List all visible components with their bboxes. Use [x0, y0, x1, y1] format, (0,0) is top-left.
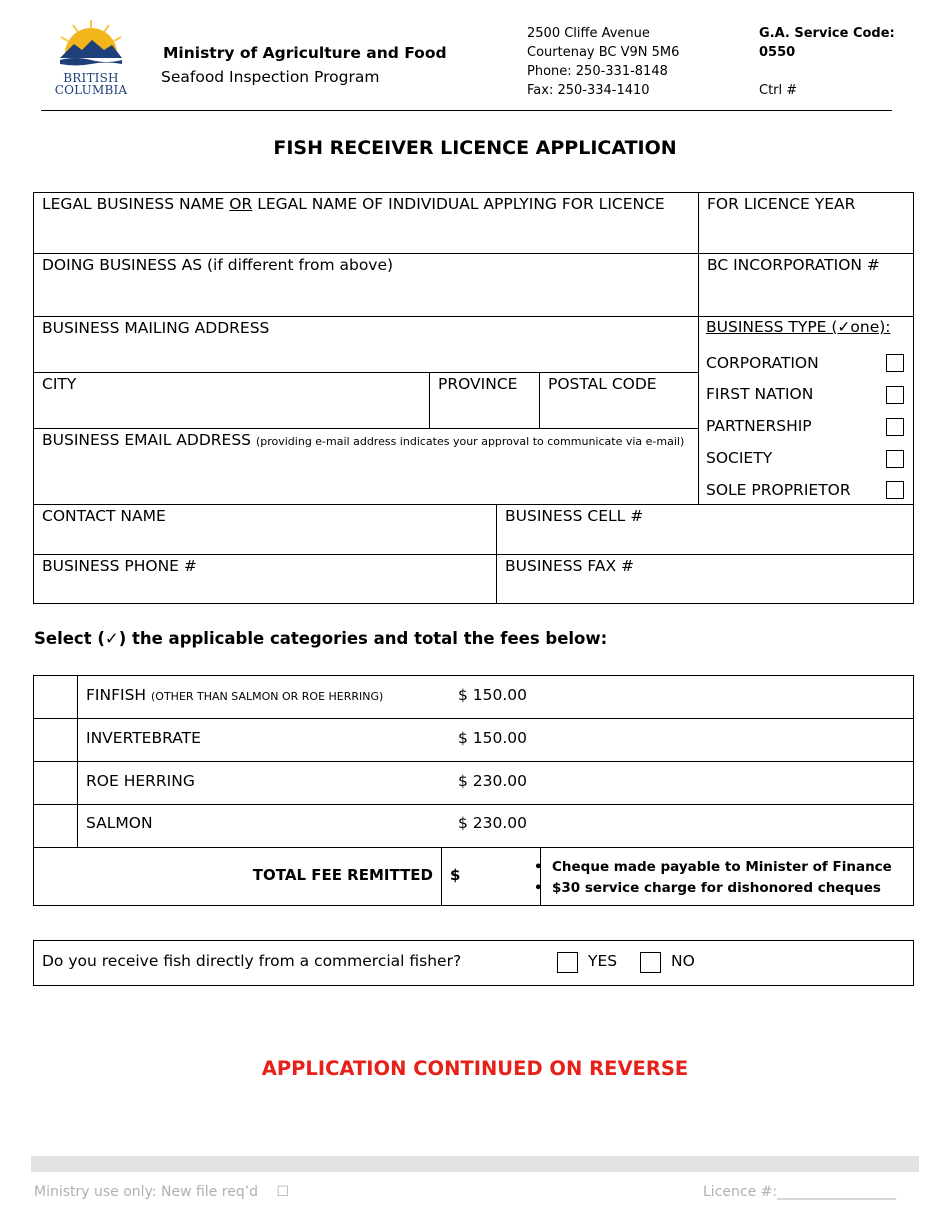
commercial-fisher-yes-label: YES [588, 952, 618, 970]
invertebrate-checkbox[interactable] [33, 718, 78, 762]
commercial-fisher-no-checkbox[interactable] [640, 952, 661, 973]
business-type-society-label: SOCIETY [706, 449, 773, 467]
finfish-checkbox[interactable] [33, 675, 78, 719]
payment-note-service-charge: • $30 service charge for dishonored cheques [552, 878, 892, 899]
total-fee-input[interactable]: $ [441, 847, 541, 906]
mailing-address-field[interactable] [33, 316, 699, 373]
licence-year-label: FOR LICENCE YEAR [707, 195, 856, 213]
business-type-partnership-label: PARTNERSHIP [706, 417, 812, 435]
ministry-use-only [34, 1184, 289, 1200]
ga-service-code-block [759, 24, 895, 100]
business-type-first-nation-label: FIRST NATION [706, 385, 814, 403]
business-cell-field[interactable] [496, 504, 914, 555]
total-fee-label: TOTAL FEE REMITTED [33, 847, 442, 906]
ctrl-number-label: Ctrl # [759, 83, 798, 98]
ministry-address [527, 24, 679, 100]
licence-year-field[interactable] [698, 192, 914, 254]
address-phone: Phone: 250-331-8148 [527, 64, 668, 79]
business-type-sole-proprietor-label: SOLE PROPRIETOR [706, 481, 851, 499]
commercial-fisher-no-label: NO [671, 952, 695, 970]
salmon-checkbox[interactable] [33, 804, 78, 848]
ga-service-code: 0550 [759, 45, 796, 60]
sun-mountain-icon [50, 18, 132, 68]
business-type-heading: BUSINESS TYPE (✓one): [706, 318, 891, 336]
city-label: CITY [42, 375, 77, 393]
email-field[interactable] [33, 428, 699, 505]
logo-text-british: BRITISH [63, 71, 119, 85]
business-type-society-checkbox[interactable] [886, 450, 904, 468]
salmon-fee: $ 230.00 [458, 814, 528, 832]
address-city: Courtenay BC V9N 5M6 [527, 45, 680, 60]
finfish-fee: $ 150.00 [458, 686, 528, 704]
business-type-first-nation-checkbox[interactable] [886, 386, 904, 404]
program-name: Seafood Inspection Program [161, 68, 380, 86]
new-file-checkbox[interactable]: ☐ [276, 1184, 290, 1200]
ga-service-code-label: G.A. Service Code: [759, 26, 895, 41]
logo-text-columbia: COLUMBIA [54, 83, 128, 97]
bc-incorporation-label: BC INCORPORATION # [707, 256, 880, 274]
legal-name-label-b: LEGAL NAME OF INDIVIDUAL APPLYING FOR LICENCE [252, 195, 665, 213]
licence-number-field[interactable]: Licence #:_________________ [703, 1184, 897, 1200]
application-continued-notice: APPLICATION CONTINUED ON REVERSE [261, 1057, 689, 1080]
payment-notes [552, 857, 892, 899]
invertebrate-label: INVERTEBRATE [86, 729, 201, 747]
business-type-corporation-label: CORPORATION [706, 354, 819, 372]
business-type-sole-proprietor-checkbox[interactable] [886, 481, 904, 499]
legal-name-label-a: LEGAL BUSINESS NAME [42, 195, 230, 213]
business-fax-label: BUSINESS FAX # [505, 557, 635, 575]
contact-name-field[interactable] [33, 504, 497, 555]
legal-name-label-or: OR [229, 195, 253, 213]
finfish-label-text: FINFISH [86, 686, 147, 704]
roe-herring-checkbox[interactable] [33, 761, 78, 805]
finfish-label [86, 686, 383, 704]
commercial-fisher-question: Do you receive fish directly from a commercial fisher? [42, 952, 462, 970]
business-type-partnership-checkbox[interactable] [886, 418, 904, 436]
ministry-use-label: Ministry use only: New file req’d [34, 1184, 259, 1200]
ministry-use-bar [31, 1156, 919, 1172]
postal-code-label: POSTAL CODE [548, 375, 657, 393]
city-field[interactable] [33, 372, 430, 429]
postal-code-field[interactable] [539, 372, 699, 429]
doing-business-as-field[interactable] [33, 253, 699, 317]
province-label: PROVINCE [438, 375, 518, 393]
roe-herring-label: ROE HERRING [86, 772, 195, 790]
salmon-label: SALMON [86, 814, 153, 832]
business-type-box [698, 316, 914, 505]
finfish-note: (OTHER THAN SALMON OR ROE HERRING) [151, 690, 384, 703]
address-fax: Fax: 250-334-1410 [527, 83, 650, 98]
header-divider [41, 110, 892, 111]
commercial-fisher-yes-checkbox[interactable] [557, 952, 578, 973]
doing-business-as-label: DOING BUSINESS AS (if different from above) [42, 256, 394, 274]
categories-heading: Select (✓) the applicable categories and total the fees below: [34, 629, 608, 648]
province-field[interactable] [429, 372, 540, 429]
payment-note-cheque: • Cheque made payable to Minister of Finance [552, 857, 892, 878]
business-cell-label: BUSINESS CELL # [505, 507, 644, 525]
bc-incorporation-field[interactable] [698, 253, 914, 317]
ministry-name: Ministry of Agriculture and Food [163, 44, 447, 62]
email-label: BUSINESS EMAIL ADDRESS [42, 431, 252, 449]
roe-herring-fee: $ 230.00 [458, 772, 528, 790]
business-phone-label: BUSINESS PHONE # [42, 557, 197, 575]
address-street: 2500 Cliffe Avenue [527, 26, 650, 41]
bc-logo [50, 18, 132, 96]
contact-name-label: CONTACT NAME [42, 507, 166, 525]
mailing-address-label: BUSINESS MAILING ADDRESS [42, 319, 270, 337]
business-fax-field[interactable] [496, 554, 914, 604]
business-type-corporation-checkbox[interactable] [886, 354, 904, 372]
invertebrate-fee: $ 150.00 [458, 729, 528, 747]
legal-name-field[interactable] [33, 192, 699, 254]
form-title: FISH RECEIVER LICENCE APPLICATION [273, 137, 677, 159]
business-phone-field[interactable] [33, 554, 497, 604]
email-note: (providing e-mail address indicates your approval to communicate via e-mail) [255, 435, 685, 448]
